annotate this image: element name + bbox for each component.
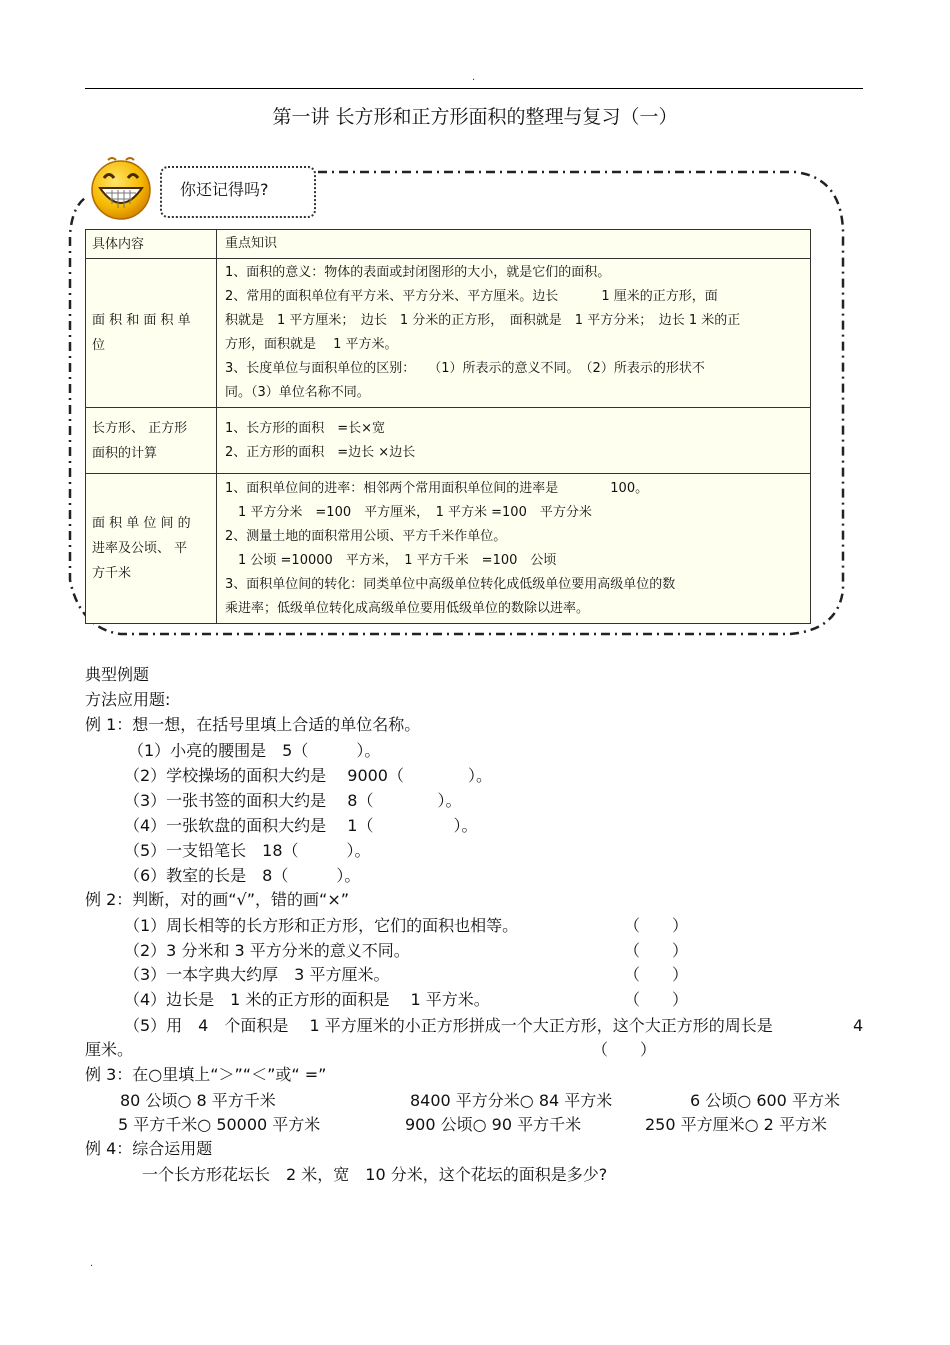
ex1-item: （5）一支铅笔长 18（ ）。 — [124, 841, 371, 860]
row-points: 1、面积单位间的进率：相邻两个常用面积单位间的进率是 100。 1 平方分米 =100 平方厘米， 1 平方米 =100 平方分米 2、测量土地的面积常用公顷、平方千米作单位。 1 公顷 =10000 平方米， 1 平方千米 =100 公顷 3、面积单位间的转化：同类单位中高级单位转化成低级单位要用高级单位的数 乘进率；低级单位转化成高级单位要用低级单位的数除以进率。 — [217, 474, 811, 624]
ex1-item: （6）教室的长是 8（ ）。 — [124, 866, 361, 885]
ex1-item: （1）小亮的腰围是 5（ ）。 — [128, 741, 381, 760]
answer-paren: （ ） — [624, 990, 689, 1009]
ex2-item: （1）周长相等的长方形和正方形，它们的面积也相等。 — [124, 916, 519, 935]
ex4-title: 例 4：综合运用题 — [85, 1139, 213, 1158]
ex3-title: 例 3：在○里填上“＞”“＜”或“ =” — [85, 1065, 327, 1084]
ex2-item: （2）3 分米和 3 平方分米的意义不同。 — [124, 941, 410, 960]
row-topic: 长方形、 正方形 面积的计算 — [86, 408, 217, 474]
row-topic: 面 积 单 位 间 的 进率及公顷、 平 方千米 — [86, 474, 217, 624]
ex2-item-5-cont: 厘米。 — [85, 1040, 134, 1059]
row-topic: 面 积 和 面 积 单 位 — [86, 259, 217, 408]
table-header-row — [86, 230, 811, 259]
answer-paren: （ ） — [624, 941, 689, 960]
compare-item: 900 公顷○ 90 平方千米 — [405, 1115, 582, 1134]
table-row — [86, 259, 811, 408]
answer-paren: （ ） — [592, 1040, 657, 1059]
header-key-points: 重点知识 — [217, 230, 811, 259]
ex1-title: 例 1：想一想，在括号里填上合适的单位名称。 — [85, 715, 421, 734]
compare-item: 5 平方千米○ 50000 平方米 — [118, 1115, 321, 1134]
compare-item: 80 公顷○ 8 平方千米 — [120, 1091, 276, 1110]
row-points: 1、长方形的面积 =长×宽 2、正方形的面积 =边长 ×边长 — [217, 408, 811, 474]
footer-dot: . — [90, 1258, 94, 1269]
reminder-bubble — [160, 166, 316, 218]
section-title: 典型例题 — [85, 665, 150, 684]
ex1-item: （4）一张软盘的面积大约是 1（ ）。 — [124, 816, 478, 835]
compare-item: 6 公顷○ 600 平方米 — [690, 1091, 840, 1110]
reminder-bubble-text: 你还记得吗? — [180, 180, 269, 199]
ex2-item-5-number: 4 — [853, 1016, 864, 1035]
answer-paren: （ ） — [624, 965, 689, 984]
ex2-title: 例 2：判断，对的画“√”，错的画“×” — [85, 890, 350, 909]
table-row — [86, 408, 811, 474]
knowledge-table — [85, 229, 811, 624]
row-points: 1、面积的意义：物体的表面或封闭图形的大小，就是它们的面积。 2、常用的面积单位有平方米、平方分米、平方厘米。边长 1 厘米的正方形，面 积就是 1 平方厘米； 边长 1 分米的正方形， 面积就是 1 平方分米； 边长 1 米的正 方形，面积就是 1 平方米。 3、长度单位与面积单位的区别： （1）所表示的意义不同。 （2）所表示的形状不 同。（3）单位名称不同。 — [217, 259, 811, 408]
smiley-face-icon — [88, 152, 154, 222]
ex2-item: （4）边长是 1 米的正方形的面积是 1 平方米。 — [124, 990, 490, 1009]
page-title: 第一讲 长方形和正方形面积的整理与复习（一） — [272, 106, 678, 128]
compare-item: 250 平方厘米○ 2 平方米 — [645, 1115, 827, 1134]
header-content: 具体内容 — [86, 230, 217, 259]
method-title: 方法应用题: — [85, 690, 171, 709]
ex1-item: （2）学校操场的面积大约是 9000（ ）。 — [124, 766, 492, 785]
header-dot: . — [472, 72, 476, 83]
table-row — [86, 474, 811, 624]
ex2-item-5: （5）用 4 个面积是 1 平方厘米的小正方形拼成一个大正方形，这个大正方形的周长是 — [124, 1016, 773, 1035]
compare-item: 8400 平方分米○ 84 平方米 — [410, 1091, 613, 1110]
answer-paren: （ ） — [624, 916, 689, 935]
ex2-item: （3）一本字典大约厚 3 平方厘米。 — [124, 965, 390, 984]
ex1-item: （3）一张书签的面积大约是 8（ ）。 — [124, 791, 462, 810]
ex4-question: 一个长方形花坛长 2 米，宽 10 分米，这个花坛的面积是多少? — [142, 1165, 608, 1184]
